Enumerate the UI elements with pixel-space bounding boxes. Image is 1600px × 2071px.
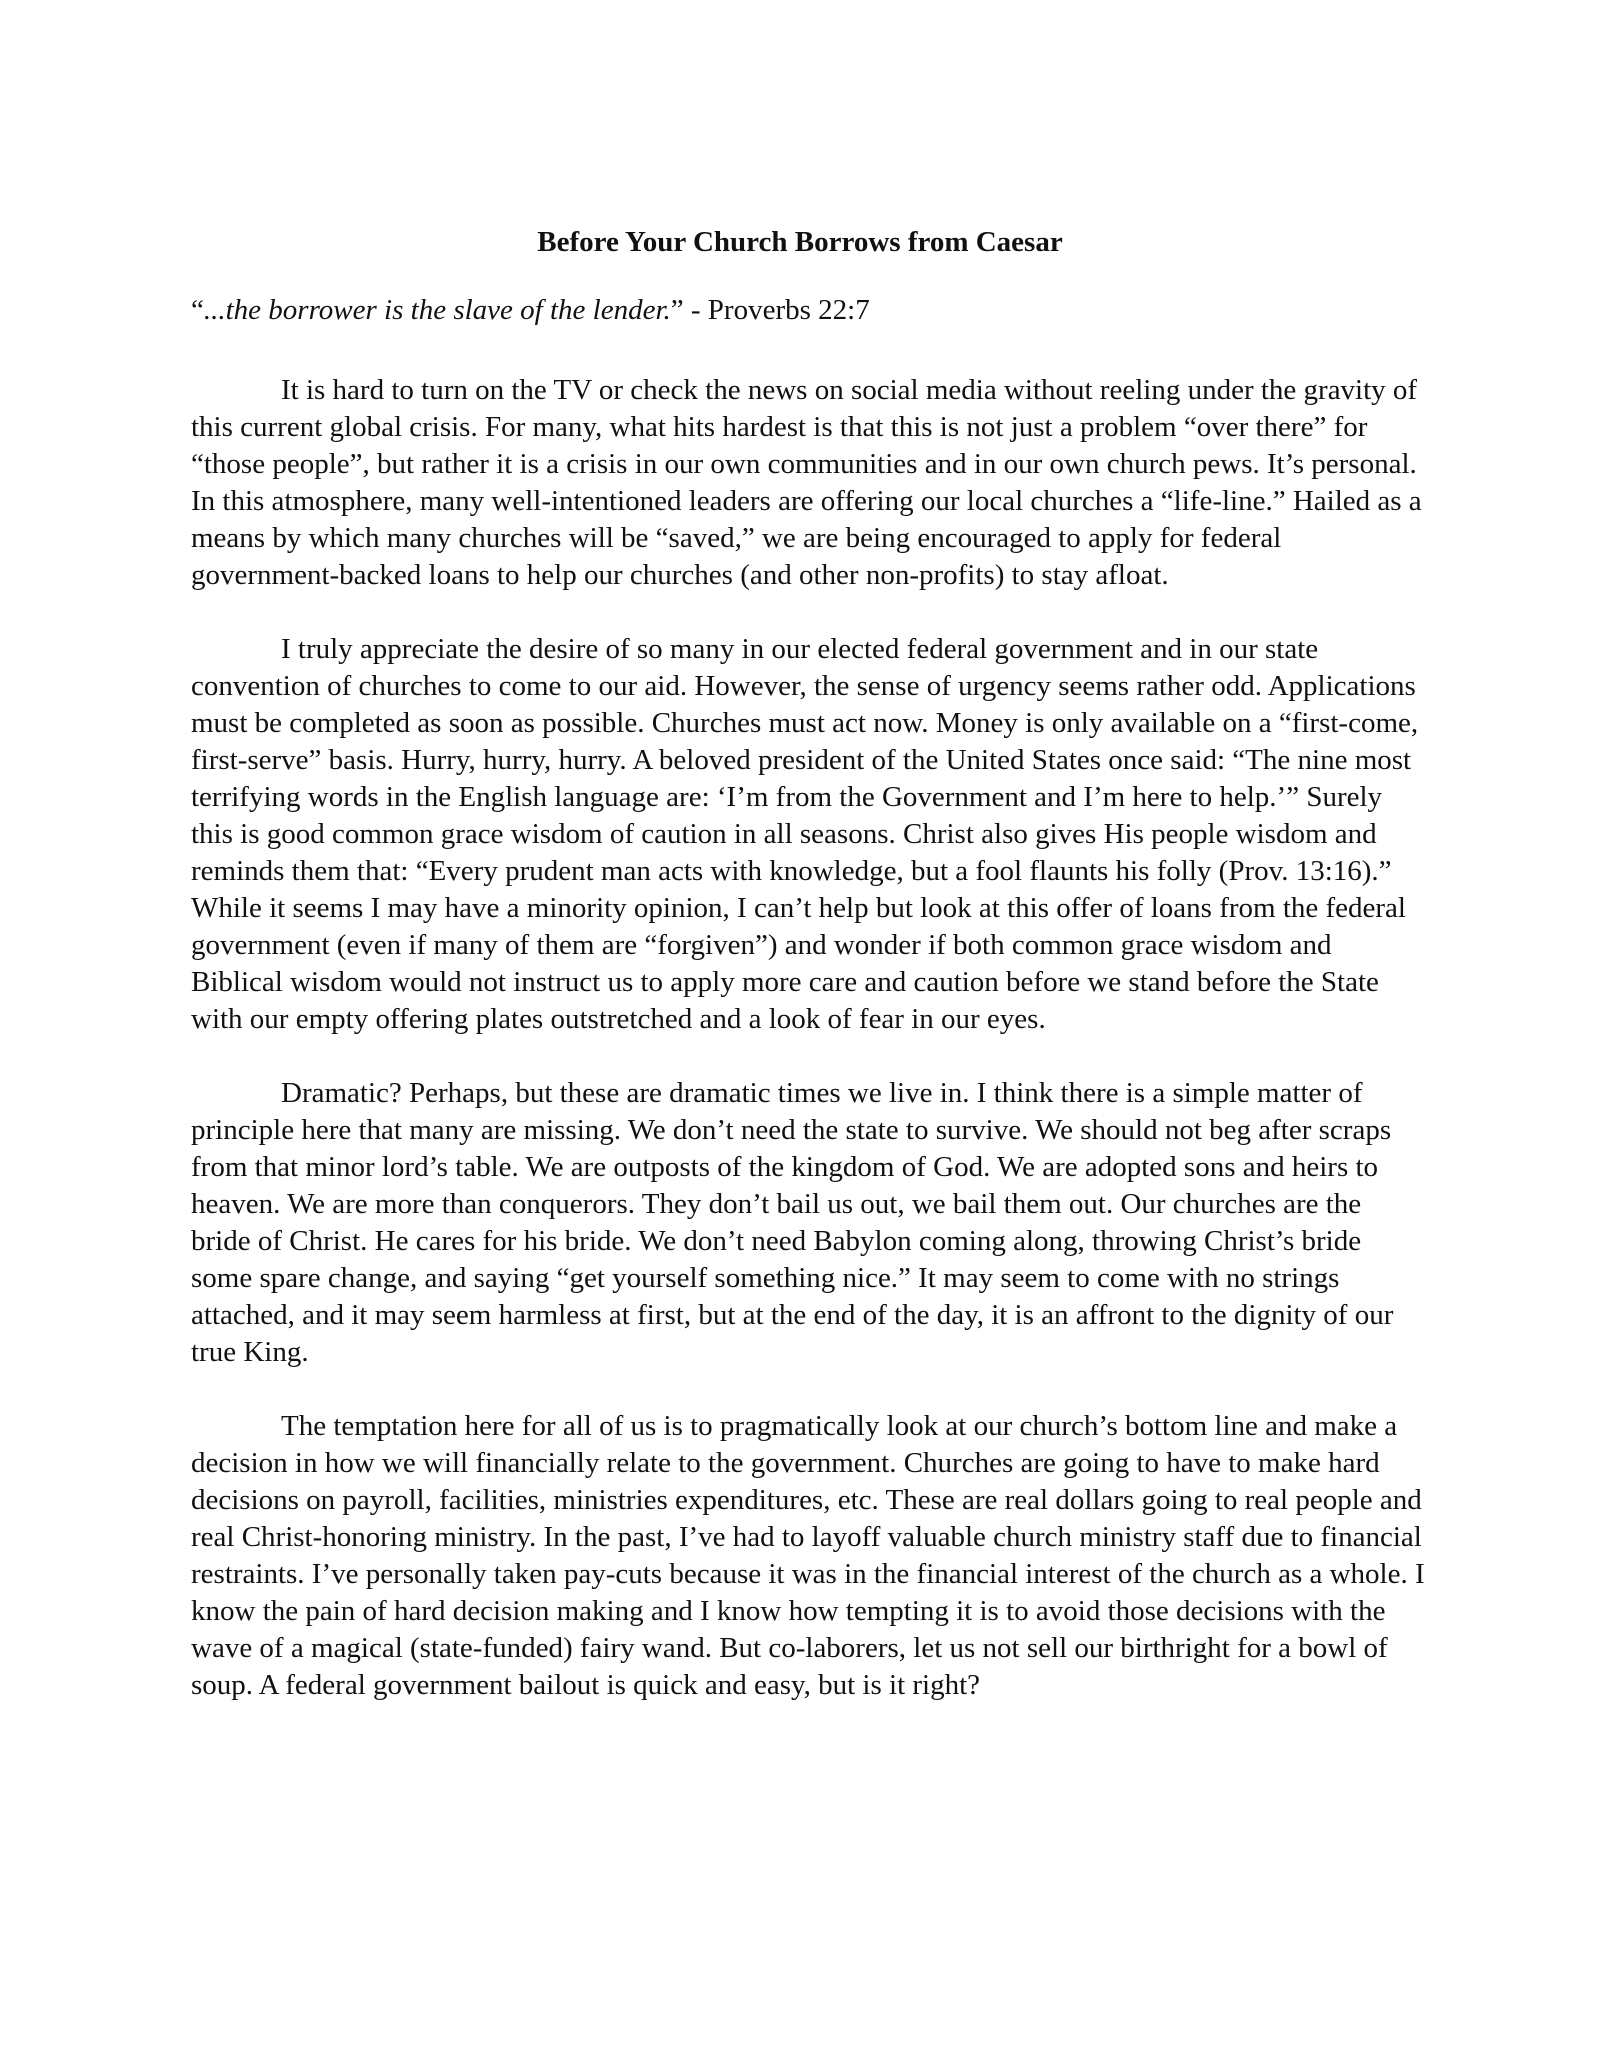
epigraph-attribution: - Proverbs 22:7 <box>683 294 870 326</box>
epigraph-quote: ...the borrower is the slave of the lender. <box>203 294 671 326</box>
document-body <box>191 372 1425 1741</box>
epigraph-open-quote: “ <box>191 294 204 326</box>
paragraph-3: Dramatic? Perhaps, but these are dramatic times we live in. I think there is a simple matter of principle here that many are missing. We don’t need the state to survive. We should not beg after scraps from that minor lord’s table. We are outposts of the kingdom of God. We are adopted sons and heirs to heaven. We are more than conquerors. They don’t bail us out, we bail them out. Our churches are the bride of Christ. He cares for his bride. We don’t need Babylon coming along, throwing Christ’s bride some spare change, and saying “get yourself something nice.” It may seem to come with no strings attached, and it may seem harmless at first, but at the end of the day, it is an affront to the dignity of our true King. <box>191 1077 1394 1368</box>
paragraph-2: I truly appreciate the desire of so many in our elected federal government and in our state convention of churches to come to our aid. However, the sense of urgency seems rather odd. Applications must be completed as soon as possible. Churches must act now. Money is only available on a “first-come, first-serve” basis. Hurry, hurry, hurry. A beloved president of the United States once said: “The nine most terrifying words in the English language are: ‘I’m from the Government and I’m here to help.’” Surely this is good common grace wisdom of caution in all seasons. Christ also gives His people wisdom and reminds them that: “Every prudent man acts with knowledge, but a fool flaunts his folly (Prov. 13:16).” While it seems I may have a minority opinion, I can’t help but look at this offer of loans from the federal government (even if many of them are “forgiven”) and wonder if both common grace wisdom and Biblical wisdom would not instruct us to apply more care and caution before we stand before the State with our empty offering plates outstretched and a look of fear in our eyes. <box>191 633 1419 1035</box>
paragraph-1: It is hard to turn on the TV or check the news on social media without reeling under the gravity of this current global crisis. For many, what hits hardest is that this is not just a problem “over there” for “those people”, but rather it is a crisis in our own communities and in our own church pews. It’s personal. In this atmosphere, many well-intentioned leaders are offering our local churches a “life-line.” Hailed as a means by which many churches will be “saved,” we are being encouraged to apply for federal government-backed loans to help our churches (and other non-profits) to stay afloat. <box>191 374 1422 591</box>
document-title: Before Your Church Borrows from Caesar <box>537 226 1063 258</box>
epigraph-close-quote: ” <box>670 294 684 326</box>
paragraph-4: The temptation here for all of us is to pragmatically look at our church’s bottom line and make a decision in how we will financially relate to the government. Churches are going to have to make hard decisions on payroll, facilities, ministries expenditures, etc. These are real dollars going to real people and real Christ-honoring ministry. In the past, I’ve had to layoff valuable church ministry staff due to financial restraints. I’ve personally taken pay-cuts because it was in the financial interest of the church as a whole. I know the pain of hard decision making and I know how tempting it is to avoid those decisions with the wave of a magical (state-funded) fairy wand. But co-laborers, let us not sell our birthright for a bowl of soup. A federal government bailout is quick and easy, but is it right? <box>191 1410 1425 1701</box>
epigraph <box>191 292 1421 329</box>
